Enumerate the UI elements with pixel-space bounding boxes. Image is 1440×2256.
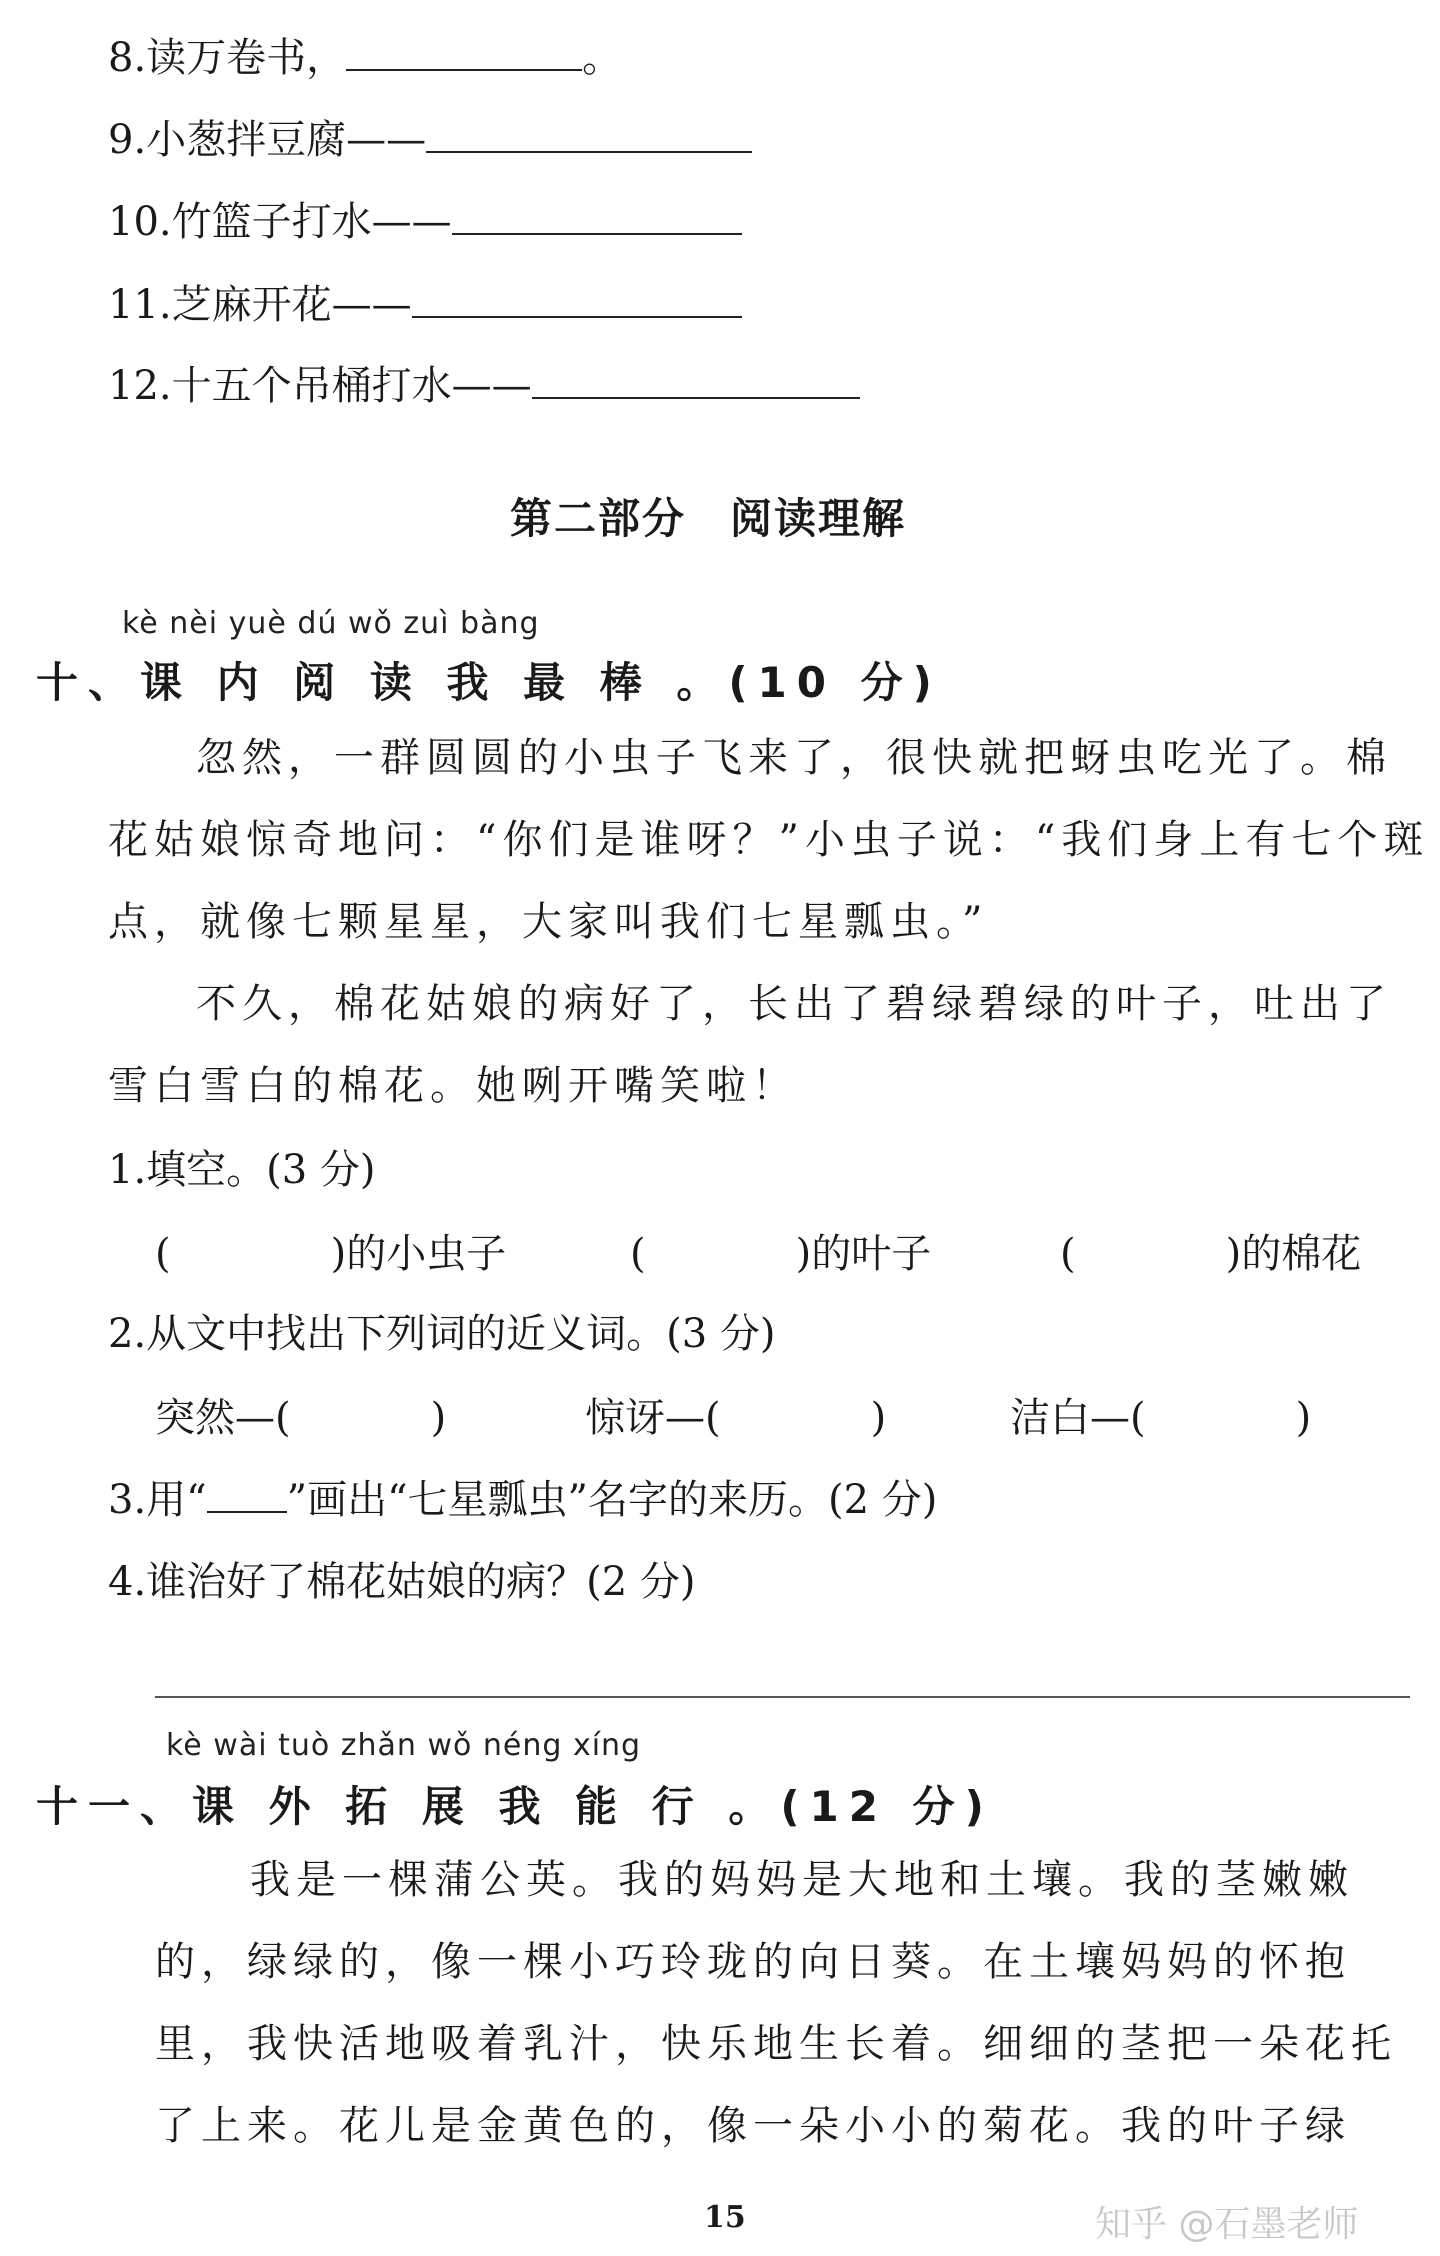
answer-blank[interactable] (532, 397, 860, 399)
section10-paragraph-line: 雪白雪白的棉花。她咧开嘴笑啦！ (108, 1063, 798, 1109)
answer-blank[interactable] (346, 69, 582, 71)
question-3 (108, 1477, 938, 1523)
question-2: 2.从文中找出下列词的近义词。(3 分) (108, 1311, 776, 1357)
answer-blank[interactable] (412, 316, 742, 318)
watermark: 知乎 @石墨老师 (1095, 2204, 1359, 2245)
open-paren: ( (630, 1231, 646, 1277)
q2-answer-2 (585, 1395, 887, 1441)
q1-answer-1 (155, 1231, 507, 1277)
fill-item-8 (108, 35, 623, 81)
section11-paragraph-line: 我是一棵蒲公英。我的妈妈是大地和土壤。我的茎嫩嫩 (250, 1857, 1354, 1903)
part-title: 第二部分 阅读理解 (510, 494, 907, 543)
q2-answer-1 (155, 1395, 447, 1441)
fill-item-12 (108, 363, 860, 409)
section10-paragraph-line: 不久，棉花姑娘的病好了，长出了碧绿碧绿的叶子，吐出了 (196, 981, 1392, 1027)
q2-answer-3 (1010, 1395, 1312, 1441)
fill-item-text: 9.小葱拌豆腐—— (108, 117, 427, 163)
section10-paragraph-line: 点，就像七颗星星，大家叫我们七星瓢虫。” (108, 899, 989, 945)
page-number: 15 (704, 2200, 746, 2235)
section10-pinyin: kè nèi yuè dú wǒ zuì bàng (122, 606, 540, 641)
section10-heading: 十、课 内 阅 读 我 最 棒 。(10 分) (36, 658, 942, 707)
q3-text-before: 3.用“ (108, 1477, 207, 1523)
answer-suffix: )的叶子 (795, 1231, 932, 1277)
fill-item-text: 12.十五个吊桶打水—— (108, 363, 532, 409)
section11-paragraph-line: 里，我快活地吸着乳汁，快乐地生长着。细细的茎把一朵花托 (155, 2021, 1397, 2067)
section11-paragraph-line: 的，绿绿的，像一棵小巧玲珑的向日葵。在土壤妈妈的怀抱 (155, 1939, 1351, 1985)
answer-suffix: )的小虫子 (330, 1231, 507, 1277)
close-paren: ) (1295, 1395, 1312, 1441)
open-paren: ( (155, 1231, 171, 1277)
fill-item-suffix: 。 (582, 35, 623, 81)
section11-pinyin: kè wài tuò zhǎn wǒ néng xíng (166, 1728, 642, 1763)
close-paren: ) (430, 1395, 447, 1441)
close-paren: ) (870, 1395, 887, 1441)
answer-blank[interactable] (426, 151, 752, 153)
fill-item-11 (108, 282, 742, 328)
q1-answer-3 (1060, 1231, 1362, 1277)
answer-blank[interactable] (452, 233, 742, 235)
fill-item-text: 8.读万卷书， (108, 35, 347, 81)
section11-heading: 十一、课 外 拓 展 我 能 行 。(12 分) (36, 1782, 994, 1831)
section10-paragraph-line: 忽然，一群圆圆的小虫子飞来了，很快就把蚜虫吃光了。棉 (196, 735, 1392, 781)
underline-sample (207, 1511, 287, 1513)
answer-line[interactable] (155, 1696, 1410, 1698)
fill-item-9 (108, 117, 752, 163)
synonym-prompt: 突然—( (155, 1395, 291, 1441)
q3-text-after: ”画出“七星瓢虫”名字的来历。(2 分) (286, 1477, 938, 1523)
question-1: 1.填空。(3 分) (108, 1147, 376, 1193)
synonym-prompt: 惊讶—( (585, 1395, 721, 1441)
fill-item-text: 10.竹篮子打水—— (108, 199, 452, 245)
fill-item-text: 11.芝麻开花—— (108, 282, 412, 328)
q1-answer-2 (630, 1231, 932, 1277)
question-4: 4.谁治好了棉花姑娘的病？(2 分) (108, 1559, 696, 1605)
fill-item-10 (108, 199, 742, 245)
section10-paragraph-line: 花姑娘惊奇地问：“你们是谁呀？”小虫子说：“我们身上有七个斑 (108, 817, 1430, 863)
synonym-prompt: 洁白—( (1010, 1395, 1146, 1441)
section11-paragraph-line: 了上来。花儿是金黄色的，像一朵小小的菊花。我的叶子绿 (155, 2103, 1351, 2149)
open-paren: ( (1060, 1231, 1076, 1277)
answer-suffix: )的棉花 (1225, 1231, 1362, 1277)
